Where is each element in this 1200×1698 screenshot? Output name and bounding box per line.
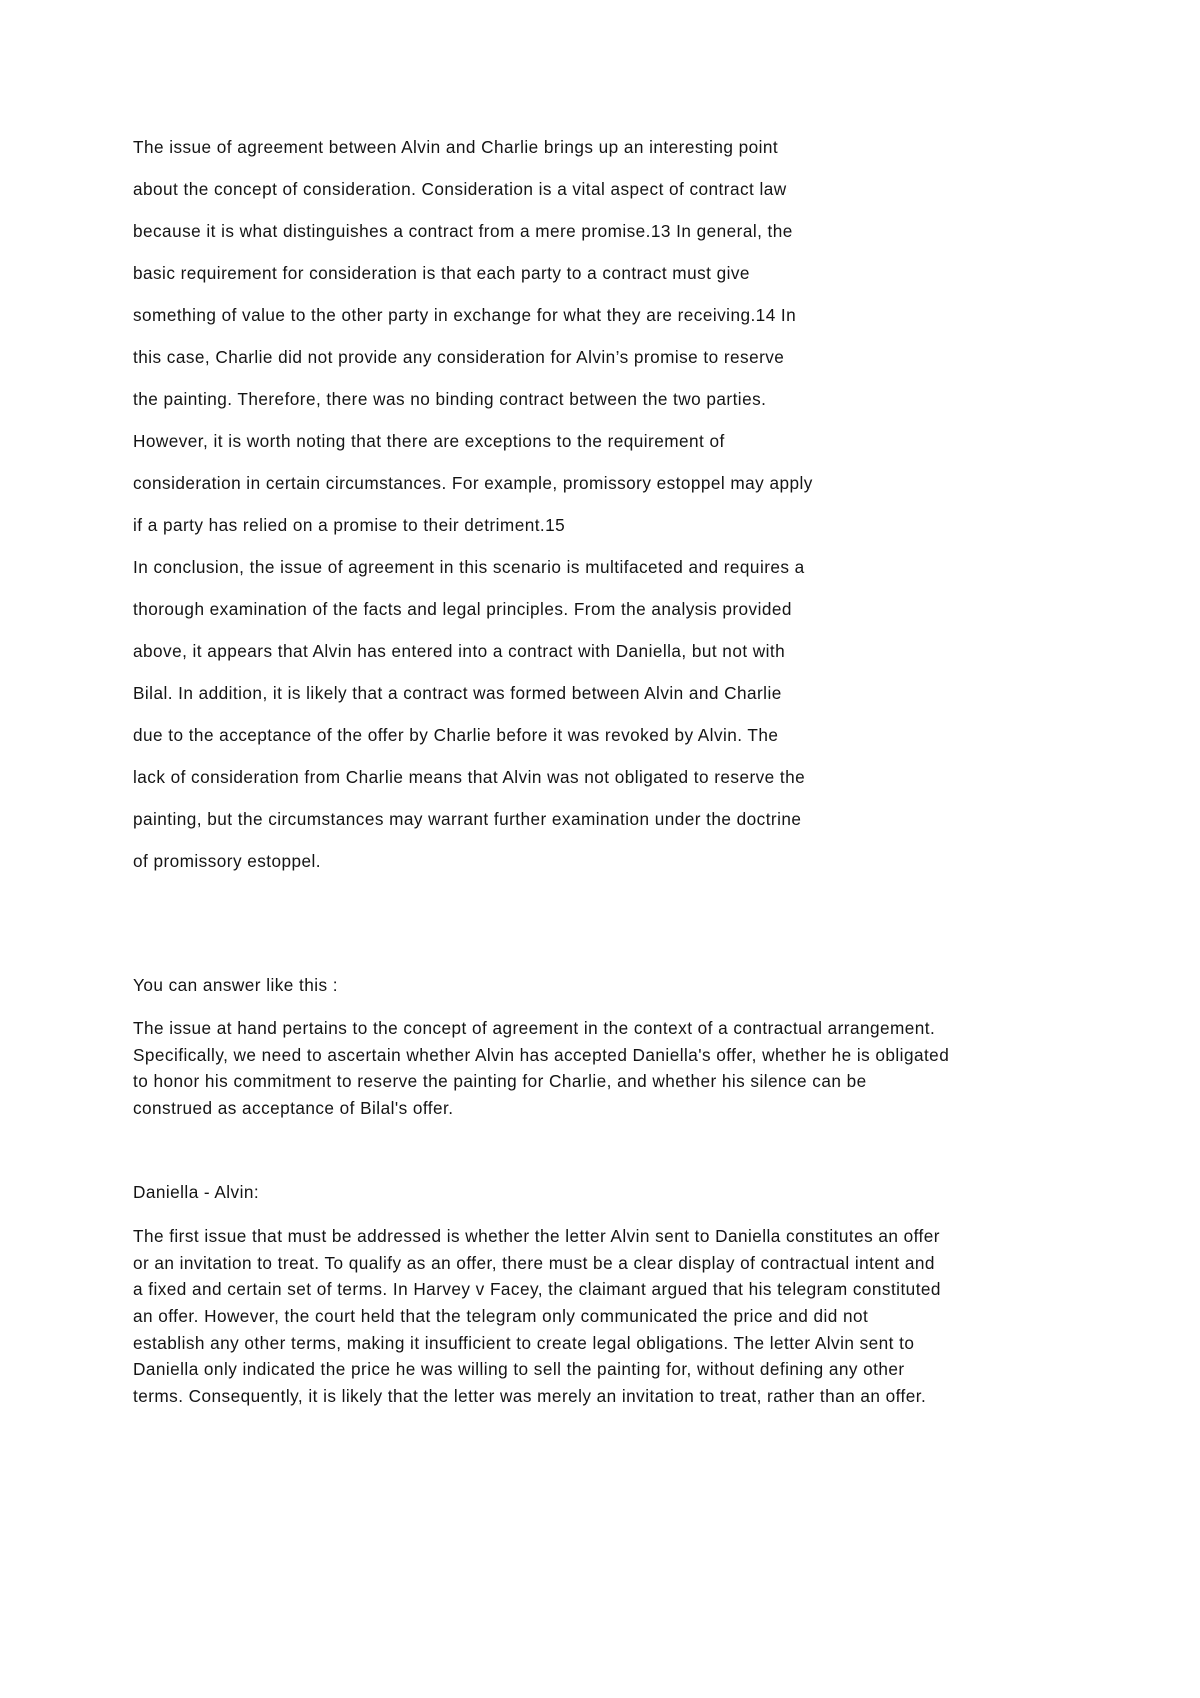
- text-line: thorough examination of the facts and legal principles. From the analysis provided: [133, 599, 792, 619]
- text-line: the painting. Therefore, there was no binding contract between the two parties.: [133, 389, 767, 409]
- section-heading: [133, 1179, 1133, 1206]
- text-line: above, it appears that Alvin has entered into a contract with Daniella, but not with: [133, 641, 786, 661]
- text-line: terms. Consequently, it is likely that the letter was merely an invitation to treat, rather than an offer.: [133, 1386, 927, 1407]
- text-line: The issue of agreement between Alvin and Charlie brings up an interesting point: [133, 137, 779, 157]
- issue-statement-paragraph: [133, 1015, 1133, 1122]
- answer-intro: [133, 972, 1133, 999]
- answer-intro-text: You can answer like this :: [133, 975, 339, 995]
- text-line: However, it is worth noting that there are exceptions to the requirement of: [133, 431, 725, 451]
- text-line: painting, but the circumstances may warrant further examination under the doctrine: [133, 809, 802, 829]
- text-line: a fixed and certain set of terms. In Harvey v Facey, the claimant argued that his telegram constituted: [133, 1279, 941, 1300]
- text-line: something of value to the other party in exchange for what they are receiving.14 In: [133, 305, 797, 325]
- text-line: Specifically, we need to ascertain whether Alvin has accepted Daniella's offer, whether he is obligated: [133, 1044, 950, 1065]
- section-heading-text: Daniella - Alvin:: [133, 1182, 260, 1202]
- text-line: about the concept of consideration. Consideration is a vital aspect of contract law: [133, 179, 787, 199]
- text-line: due to the acceptance of the offer by Charlie before it was revoked by Alvin. The: [133, 725, 779, 745]
- text-line: an offer. However, the court held that the telegram only communicated the price and did not: [133, 1306, 869, 1327]
- offer-analysis-paragraph: [133, 1223, 1133, 1410]
- text-line: to honor his commitment to reserve the painting for Charlie, and whether his silence can be: [133, 1071, 867, 1092]
- text-line: this case, Charlie did not provide any consideration for Alvin’s promise to reserve: [133, 347, 785, 367]
- text-line: The first issue that must be addressed is whether the letter Alvin sent to Daniella constitutes an offer: [133, 1226, 940, 1246]
- text-line: because it is what distinguishes a contract from a mere promise.13 In general, the: [133, 221, 793, 241]
- text-line: basic requirement for consideration is that each party to a contract must give: [133, 263, 750, 283]
- consideration-paragraph: [133, 126, 1133, 546]
- text-line: Bilal. In addition, it is likely that a contract was formed between Alvin and Charlie: [133, 683, 782, 703]
- text-line: Daniella only indicated the price he was willing to sell the painting for, without defining any other: [133, 1359, 905, 1380]
- text-line: of promissory estoppel.: [133, 851, 322, 871]
- text-line: or an invitation to treat. To qualify as an offer, there must be a clear display of contractual intent and: [133, 1252, 935, 1273]
- text-line: if a party has relied on a promise to their detriment.15: [133, 515, 566, 535]
- text-line: construed as acceptance of Bilal's offer.: [133, 1098, 454, 1119]
- text-line: consideration in certain circumstances. For example, promissory estoppel may apply: [133, 473, 813, 493]
- text-line: lack of consideration from Charlie means that Alvin was not obligated to reserve the: [133, 767, 806, 787]
- text-line: In conclusion, the issue of agreement in this scenario is multifaceted and requires a: [133, 557, 805, 577]
- text-line: The issue at hand pertains to the concept of agreement in the context of a contractual arrangement.: [133, 1018, 936, 1038]
- text-line: establish any other terms, making it insufficient to create legal obligations. The letter Alvin sent to: [133, 1332, 915, 1353]
- conclusion-paragraph: [133, 546, 1133, 882]
